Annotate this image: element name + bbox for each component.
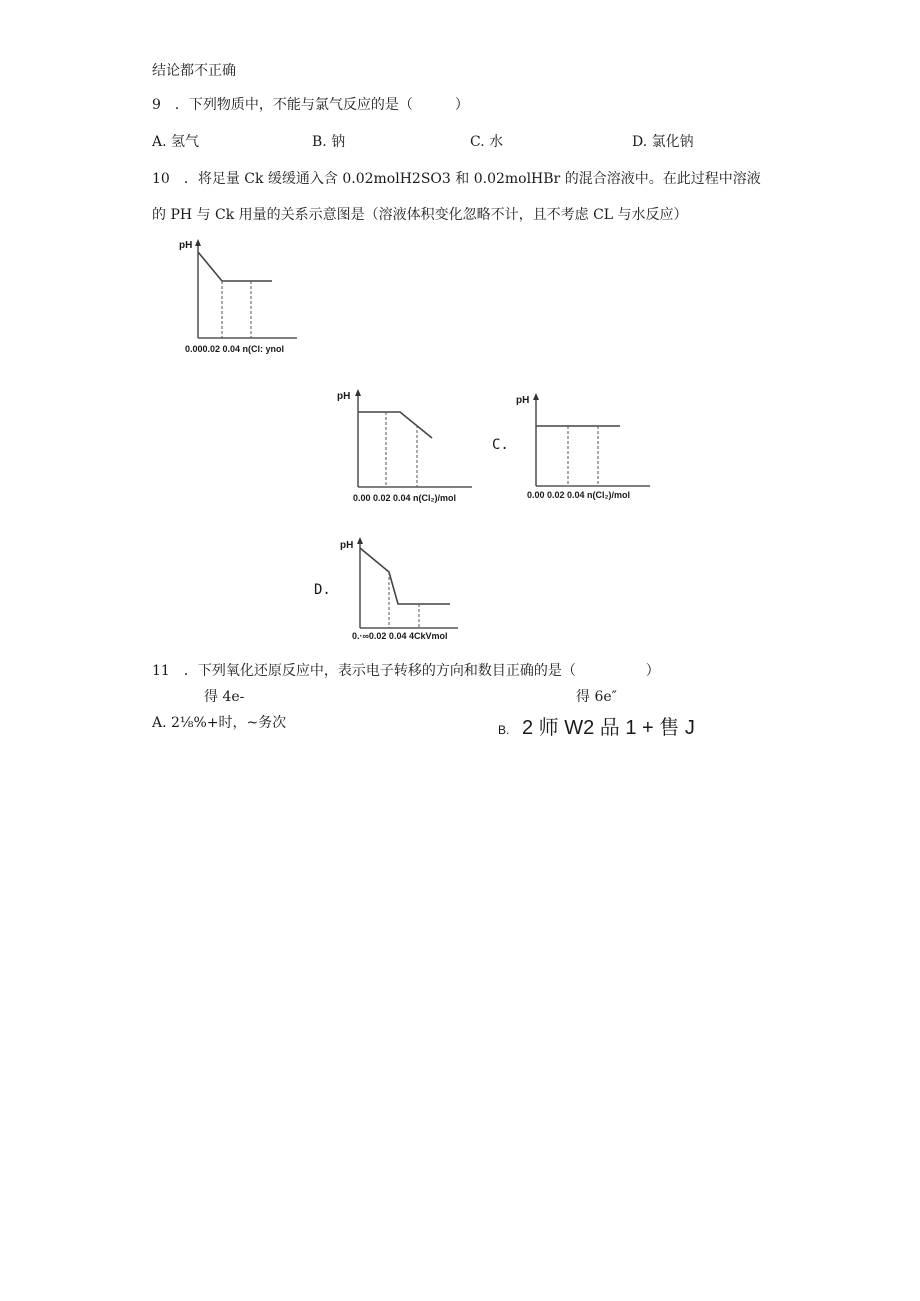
graph-c-y-arrow xyxy=(533,393,539,400)
question-11-option-a-annotation: 得 4e- xyxy=(204,689,245,705)
graph-c-x-ticks: 0.00 0.02 0.04 n(Cl₂)/mol xyxy=(527,490,631,500)
question-9-stem: 9 ．下列物质中，不能与氯气反应的是（ ） xyxy=(152,97,469,113)
graph-a-y-arrow xyxy=(195,239,201,246)
previous-answer-tail: 结论都不正确 xyxy=(152,63,236,79)
graph-option-c xyxy=(510,389,680,507)
question-9-option-c: C. 水 xyxy=(470,134,504,150)
question-9-option-a: A. 氢气 xyxy=(152,134,200,150)
graph-b-y-arrow xyxy=(355,389,361,396)
graph-option-b xyxy=(330,384,500,509)
graph-a-y-label: pH xyxy=(179,240,193,251)
question-9-option-d: D. 氯化钠 xyxy=(632,134,694,150)
graph-c-y-label: pH xyxy=(516,395,530,406)
question-10-stem-line-1: 10 ．将足量 Ck 缓缓通入含 0.02molH2SO3 和 0.02molHBr 的混合溶液中。在此过程中溶液 xyxy=(152,171,761,187)
graph-option-d xyxy=(340,532,490,644)
question-11-option-a: A. 2⅛%+时，~务次 xyxy=(152,715,287,731)
graph-d-curve xyxy=(360,548,450,604)
question-10-stem-line-2: 的 PH 与 Ck 用量的关系示意图是（溶液体积变化忽略不计，且不考虑 CL 与水反应） xyxy=(152,207,688,223)
graph-d-y-arrow xyxy=(357,537,363,544)
graph-b-y-label: pH xyxy=(337,391,351,402)
graph-d-y-label: pH xyxy=(340,540,354,551)
graph-c-option-label: C. xyxy=(492,437,509,453)
question-11-option-b-annotation: 得 6e″ xyxy=(576,689,617,705)
graph-d-x-ticks: 0.·∞0.02 0.04 4CkVmol xyxy=(352,631,448,641)
question-9-option-b: B. 钠 xyxy=(312,134,346,150)
graph-a-x-ticks: 0.000.02 0.04 n(Cl: ynol xyxy=(185,344,285,354)
question-11-stem: 11 ．下列氧化还原反应中，表示电子转移的方向和数目正确的是（ ） xyxy=(152,663,660,679)
graph-a-curve xyxy=(198,252,272,281)
graph-d-option-label: D. xyxy=(314,582,331,598)
graph-b-curve xyxy=(358,412,432,438)
graph-b-x-ticks: 0.00 0.02 0.04 n(Cl₂)/mol xyxy=(353,493,457,503)
graph-option-a xyxy=(170,232,330,362)
question-11-option-b: 2 师 W2 品 1 + 售 J xyxy=(522,717,695,739)
question-11-option-b-label: B. xyxy=(498,723,510,737)
